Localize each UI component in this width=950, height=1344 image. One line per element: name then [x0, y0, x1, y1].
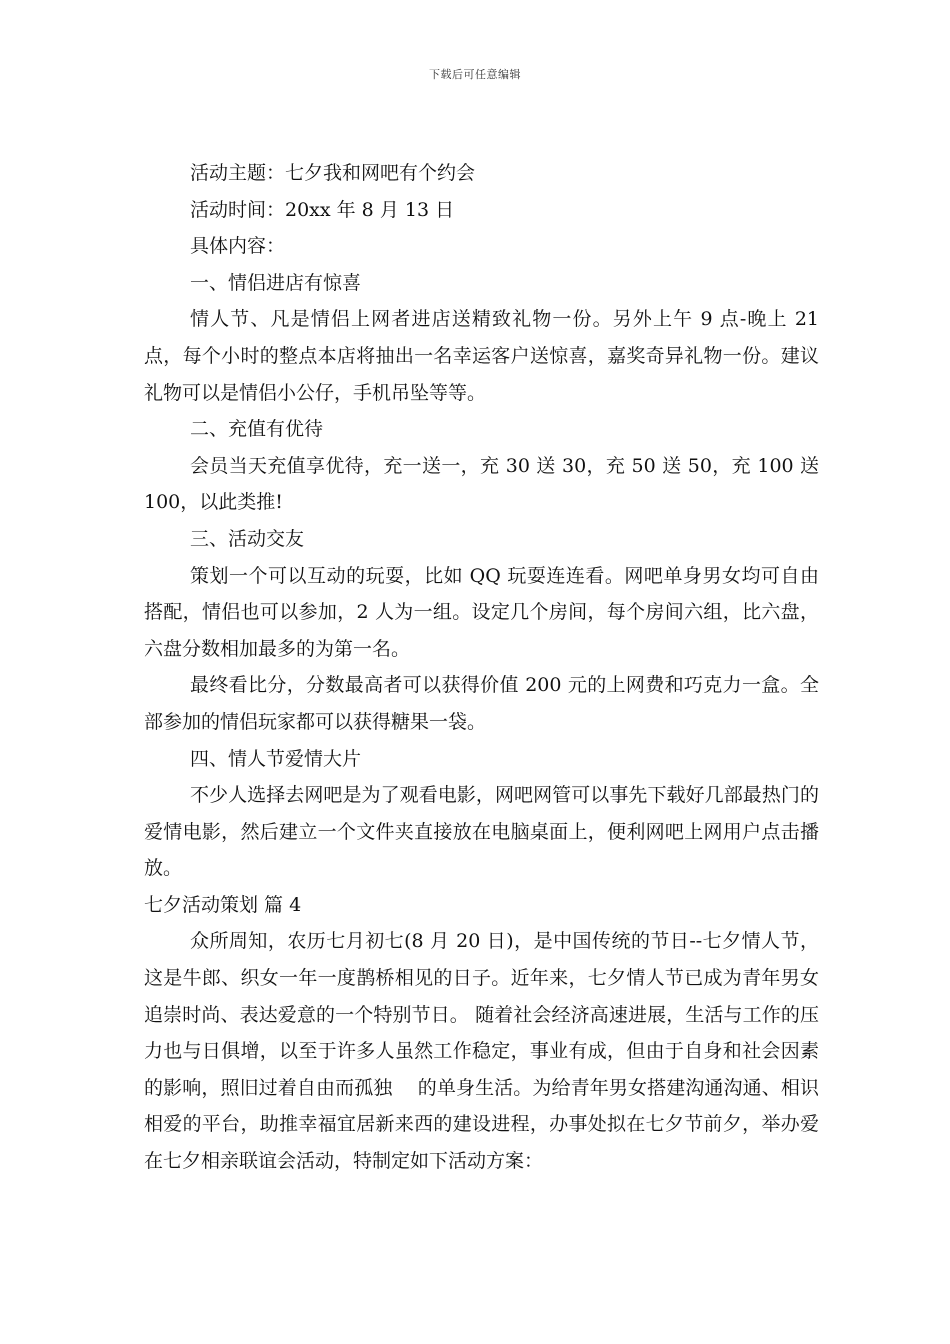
paragraph-details-label: 具体内容：: [190, 235, 286, 258]
paragraph-activity-theme: 活动主题：七夕我和网吧有个约会: [190, 162, 476, 184]
article-heading: 七夕活动策划 篇 4: [144, 893, 302, 916]
paragraph-intro: 众所周知，农历七月初七(8 月 20 日)，是中国传统的节日--七夕情人节，这是牛郎、织女一年一度鹊桥相见的日子。近年来，七夕情人节已成为青年男女追崇时尚、表达爱意的一个特别节日。 随着社会经济高速进展，生活与工作的压力也与日俱增，以至于许多人虽然工作稳定，事业有成，但由于自身和社会因素的影响，照旧过着自由而孤独 的单身生活。为给青年男女搭建沟通沟通、相识相爱的平台，助推幸福宜居新来西的建设进程，办事处拟在七夕节前夕，举办爱在七夕相亲联谊会活动，特制定如下活动方案：: [144, 930, 819, 1173]
section-heading-3: 三、活动交友: [190, 527, 305, 550]
page-header: 下载后可任意编辑: [429, 68, 521, 81]
section-heading-4: 四、情人节爱情大片: [190, 747, 362, 770]
paragraph-section-1-body: 情人节、凡是情侣上网者进店送精致礼物一份。另外上午 9 点-晚上 21 点，每个小时的整点本店将抽出一名幸运客户送惊喜，嘉奖奇异礼物一份。建议礼物可以是情侣小公仔，手机吊坠等等。: [144, 308, 819, 404]
paragraph-section-3-result: 最终看比分，分数最高者可以获得价值 200 元的上网费和巧克力一盒。全部参加的情侣玩家都可以获得糖果一袋。: [144, 674, 819, 733]
document-body: [144, 155, 819, 1180]
section-heading-2: 二、充值有优待: [190, 418, 324, 441]
paragraph-section-4-body: 不少人选择去网吧是为了观看电影，网吧网管可以事先下载好几部最热门的爱情电影，然后建立一个文件夹直接放在电脑桌面上，便利网吧上网用户点击播放。: [144, 784, 819, 880]
paragraph-section-2-body: 会员当天充值享优待，充一送一，充 30 送 30，充 50 送 50，充 100 送 100，以此类推!: [144, 454, 819, 514]
section-heading-1: 一、情侣进店有惊喜: [190, 271, 362, 294]
paragraph-activity-time: 活动时间：20xx 年 8 月 13 日: [190, 198, 455, 221]
paragraph-section-3-body: 策划一个可以互动的玩耍，比如 QQ 玩耍连连看。网吧单身男女均可自由搭配，情侣也可以参加，2 人为一组。设定几个房间，每个房间六组，比六盘，六盘分数相加最多的为第一名。: [144, 564, 819, 660]
